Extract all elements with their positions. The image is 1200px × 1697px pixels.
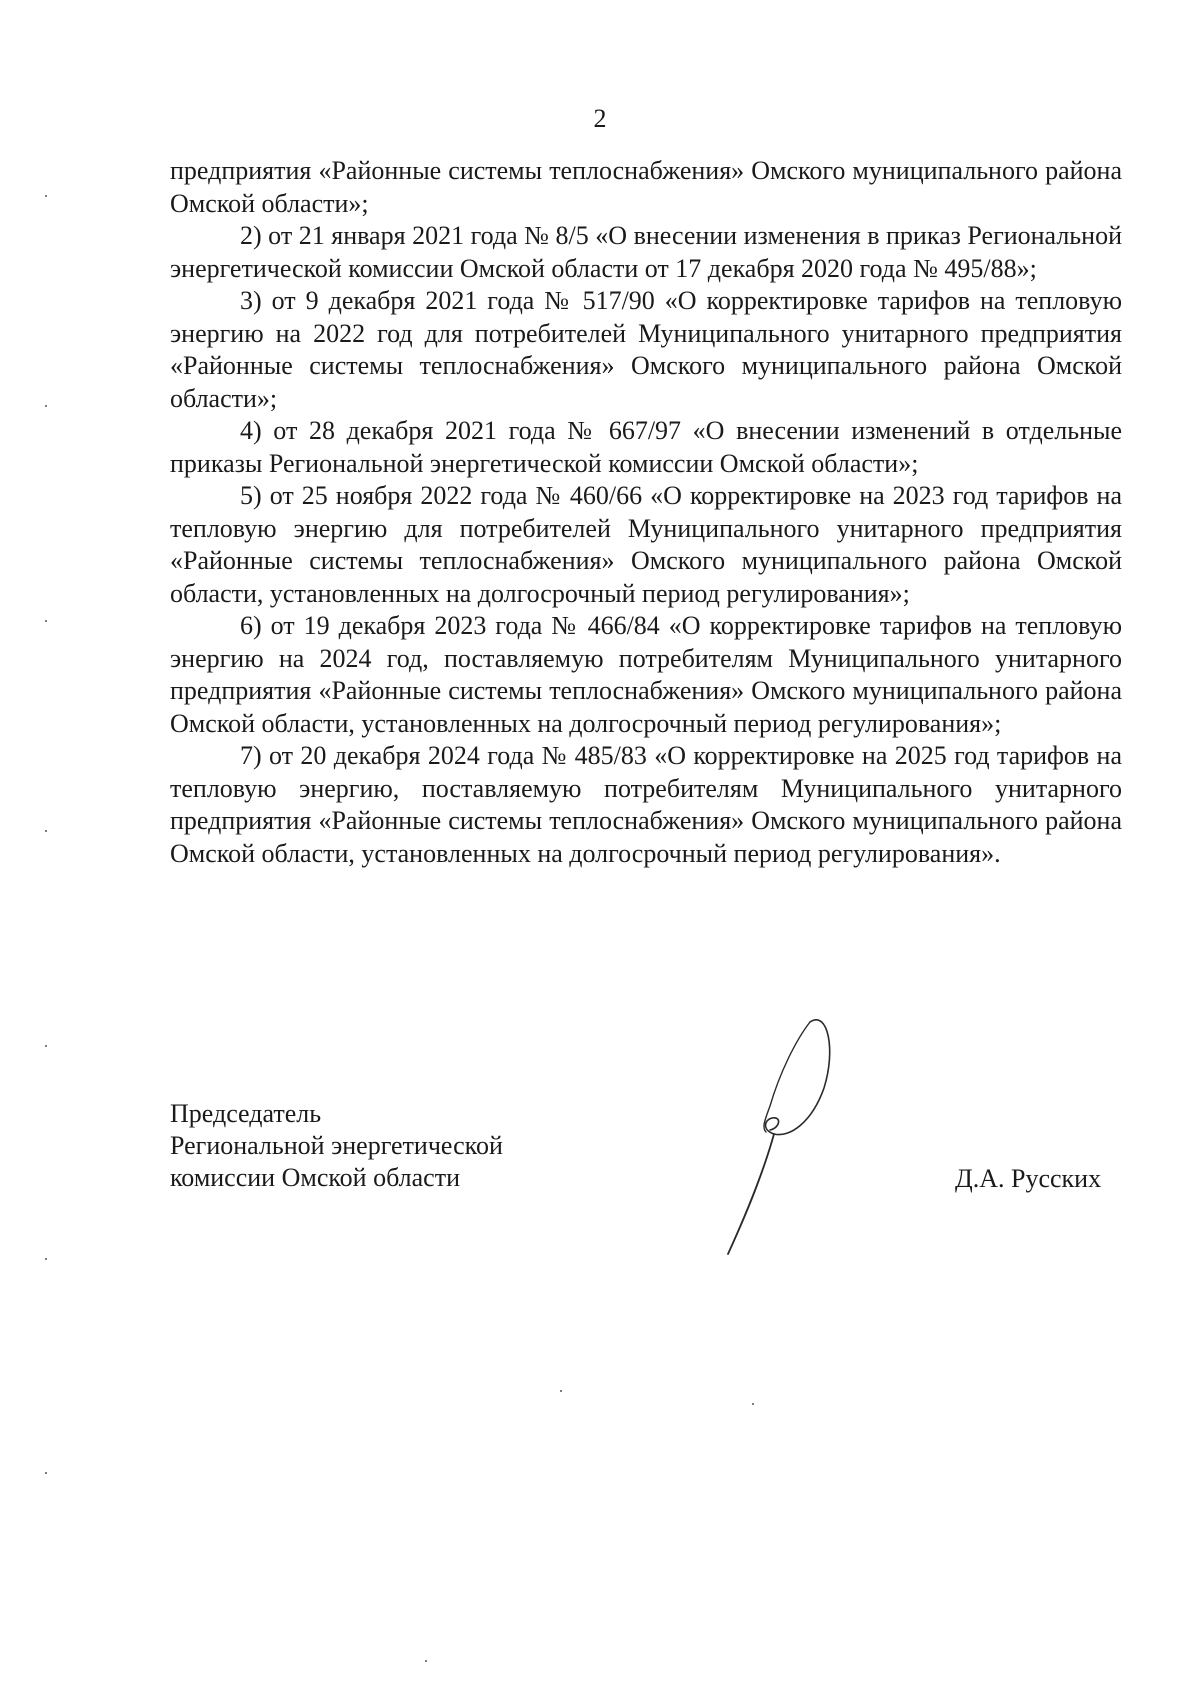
- signatory-title-line: Региональной энергетической: [170, 1131, 503, 1160]
- document-body: [170, 155, 1122, 870]
- scan-artifact: [45, 1258, 47, 1260]
- scan-artifact: [45, 1472, 47, 1474]
- paragraph-item-5: 5) от 25 ноября 2022 года № 460/66 «О корректировке на 2023 год тарифов на тепловую энергию для потребителей Муниципального унитарного предприятия «Районные системы теплоснабжения» Омского муниципального района Омской области, установленных на долгосрочный период регулирования»;: [170, 481, 1122, 608]
- signatory-name: Д.А. Русских: [955, 1164, 1102, 1193]
- signatory-title: [170, 1098, 503, 1194]
- scan-artifact: [45, 830, 47, 832]
- scan-artifact: [45, 195, 47, 197]
- paragraph-continuation: предприятия «Районные системы теплоснабжения» Омского муниципального района Омской области»;: [170, 156, 1122, 218]
- paragraph-item-3: 3) от 9 декабря 2021 года № 517/90 «О корректировке тарифов на тепловую энергию на 2022 год для потребителей Муниципального унитарного предприятия «Районные системы теплоснабжения» Омского муниципального района Омской области»;: [170, 286, 1122, 413]
- handwritten-signature: [700, 1010, 860, 1270]
- paragraph-item-6: 6) от 19 декабря 2023 года № 466/84 «О корректировке тарифов на тепловую энергию на 2024 год, поставляемую потребителям Муниципального унитарного предприятия «Районные системы теплоснабжения» Омского муниципального района Омской области, установленных на долгосрочный период регулирования»;: [170, 611, 1122, 738]
- signatory-title-line: Председатель: [170, 1099, 322, 1128]
- scan-artifact: [425, 1660, 427, 1662]
- page-number: 2: [593, 104, 607, 133]
- scan-artifact: [560, 1390, 562, 1392]
- signatory-title-line: комиссии Омской области: [170, 1163, 460, 1192]
- scan-artifact: [752, 1403, 754, 1405]
- paragraph-item-2: 2) от 21 января 2021 года № 8/5 «О внесении изменения в приказ Региональной энергетической комиссии Омской области от 17 декабря 2020 года № 495/88»;: [170, 221, 1122, 283]
- scan-artifact: [45, 1045, 47, 1047]
- paragraph-item-7: 7) от 20 декабря 2024 года № 485/83 «О корректировке на 2025 год тарифов на тепловую энергию, поставляемую потребителям Муниципального унитарного предприятия «Районные системы теплоснабжения» Омского муниципального района Омской области, установленных на долгосрочный период регулирования».: [170, 741, 1122, 868]
- scan-artifact: [45, 620, 47, 622]
- scan-artifact: [45, 405, 47, 407]
- paragraph-item-4: 4) от 28 декабря 2021 года № 667/97 «О внесении изменений в отдельные приказы Региональной энергетической комиссии Омской области»;: [170, 416, 1122, 478]
